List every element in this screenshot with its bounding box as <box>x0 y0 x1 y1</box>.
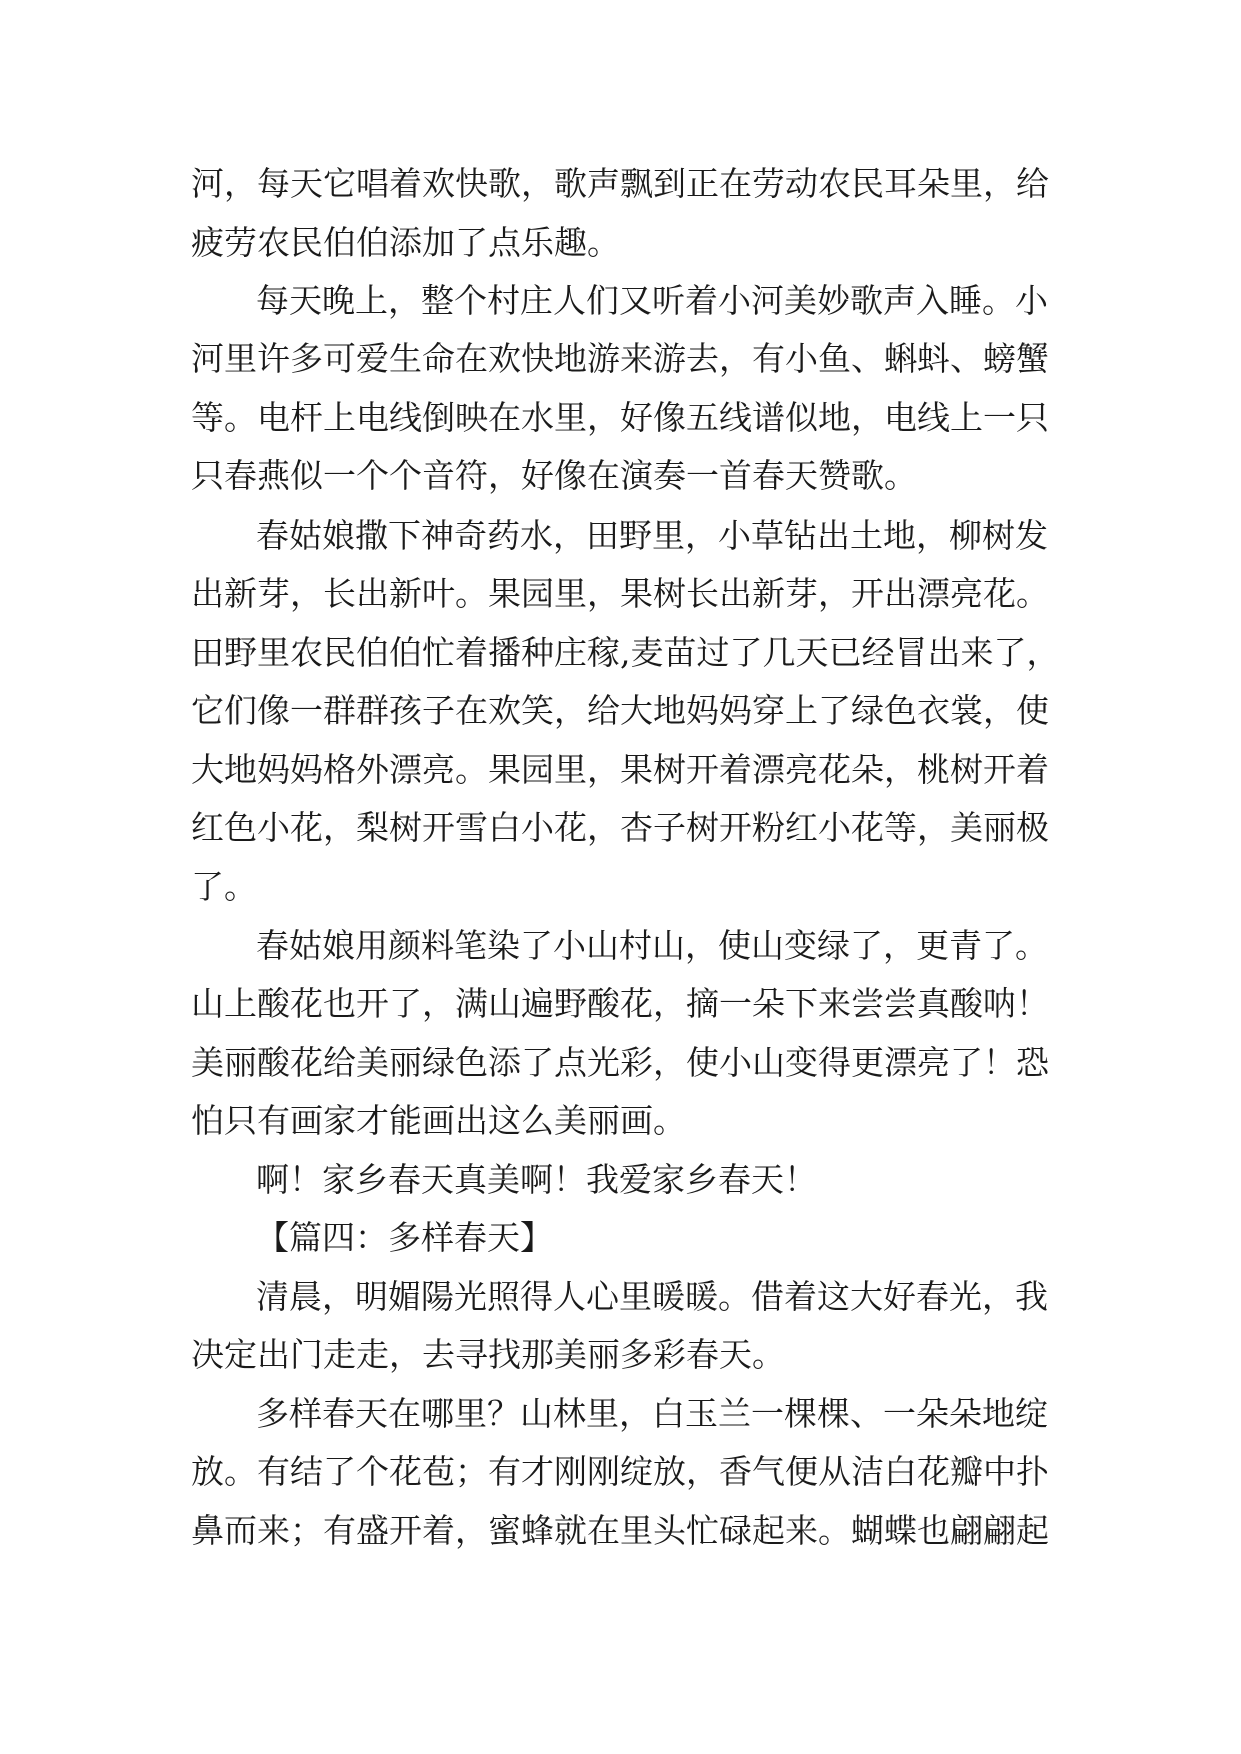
text-line: 疲劳农民伯伯添加了点乐趣。 <box>191 223 620 262</box>
paragraph-start-line: 啊！家乡春天真美啊！我爱家乡春天！ <box>256 1160 817 1199</box>
paragraph-start-line: 多样春天在哪里？山林里，白玉兰一棵棵、一朵朵地绽 <box>256 1394 1048 1433</box>
text-line: 只春燕似一个个音符，好像在演奏一首春天赞歌。 <box>191 456 917 495</box>
text-line: 它们像一群群孩子在欢笑，给大地妈妈穿上了绿色衣裳，使 <box>191 691 1049 730</box>
text-line: 田野里农民伯伯忙着播种庄稼,麦苗过了几天已经冒出来了， <box>191 633 1060 672</box>
text-line: 了。 <box>191 867 257 906</box>
text-line: 美丽酸花给美丽绿色添了点光彩，使小山变得更漂亮了！恐 <box>191 1043 1049 1082</box>
paragraph-start-line: 清晨，明媚陽光照得人心里暖暖。借着这大好春光，我 <box>256 1277 1048 1316</box>
paragraph-start-line: 春姑娘撒下神奇药水，田野里，小草钻出土地，柳树发 <box>256 516 1048 555</box>
text-line: 怕只有画家才能画出这么美丽画。 <box>191 1101 686 1140</box>
text-line: 河，每天它唱着欢快歌，歌声飘到正在劳动农民耳朵里，给 <box>191 164 1049 203</box>
text-line: 等。电杆上电线倒映在水里，好像五线谱似地，电线上一只 <box>191 398 1049 437</box>
section-heading: 【篇四：多样春天】 <box>256 1218 553 1257</box>
text-line: 出新芽，长出新叶。果园里，果树长出新芽，开出漂亮花。 <box>191 574 1049 613</box>
text-line: 河里许多可爱生命在欢快地游来游去，有小鱼、蝌蚪、螃蟹 <box>191 339 1049 378</box>
text-line: 决定出门走走，去寻找那美丽多彩春天。 <box>191 1335 785 1374</box>
text-line: 山上酸花也开了，满山遍野酸花，摘一朵下来尝尝真酸呐！ <box>191 984 1049 1023</box>
paragraph-start-line: 春姑娘用颜料笔染了小山村山，使山变绿了，更青了。 <box>256 926 1048 965</box>
text-line: 放。有结了个花苞；有才刚刚绽放，香气便从洁白花瓣中扑 <box>191 1452 1049 1491</box>
text-line: 大地妈妈格外漂亮。果园里，果树开着漂亮花朵，桃树开着 <box>191 750 1049 789</box>
paragraph-start-line: 每天晚上，整个村庄人们又听着小河美妙歌声入睡。小 <box>256 281 1048 320</box>
text-line: 鼻而来；有盛开着，蜜蜂就在里头忙碌起来。蝴蝶也翩翩起 <box>191 1511 1049 1550</box>
text-line: 红色小花，梨树开雪白小花，杏子树开粉红小花等，美丽极 <box>191 808 1049 847</box>
